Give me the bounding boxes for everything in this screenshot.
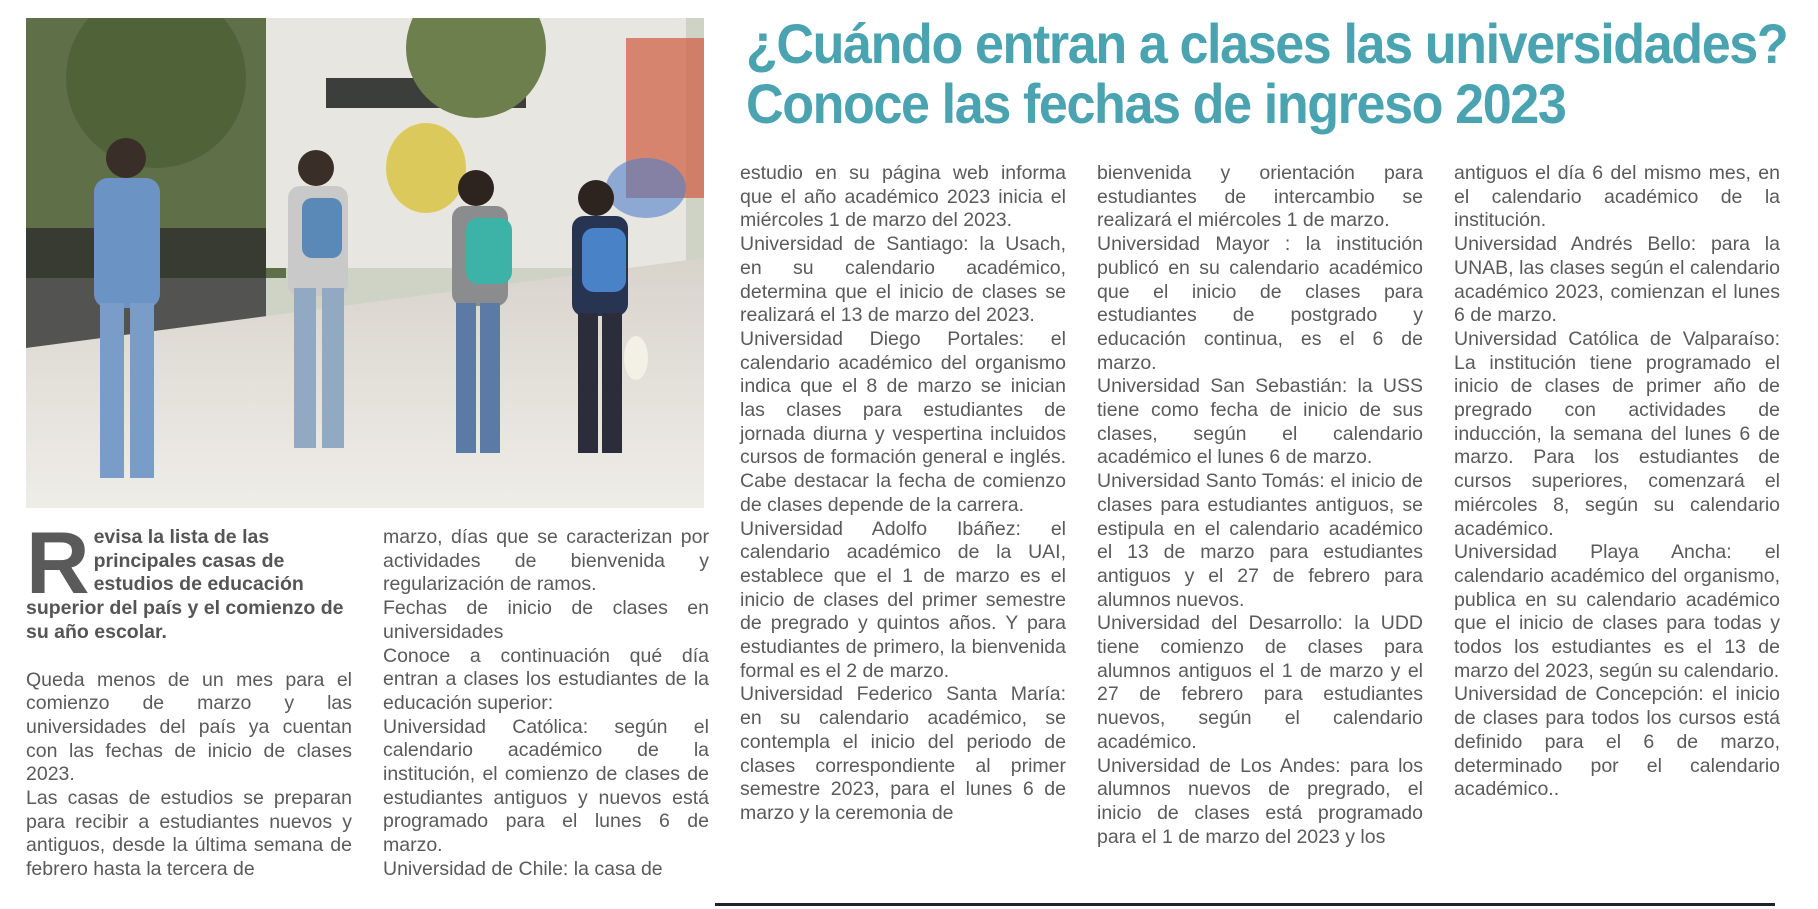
paragraph: Queda menos de un mes para el comienzo de marzo y las universidades del país ya cuentan con las fechas de inicio de clases 2023. xyxy=(26,668,352,786)
paragraph: Universidad Federico Santa María: en su calendario académico, se contempla el inicio del periodo de clases correspondiente al primer semestre 2023, para el lunes 6 de marzo y la ceremonia de xyxy=(740,683,1066,824)
paragraph: Universidad Diego Portales: el calendario académico del organismo indica que el 8 de marzo se inician las clases para estudiantes de jornada diurna y vespertina incluidos cursos de formación general e inglés. Cabe destacar la fecha de comienzo de clases depende de la carrera. xyxy=(740,327,1066,516)
paragraph: estudio en su página web informa que el año académico 2023 inicia el miércoles 1 de marzo del 2023. xyxy=(740,162,1066,232)
paragraph: Universidad de Los Andes: para los alumnos nuevos de pregrado, el inicio de clases está programado para el 1 de marzo del 2023 y los xyxy=(1097,754,1423,848)
bottom-divider xyxy=(715,903,1775,906)
article-column-2 xyxy=(383,526,709,882)
paragraph: Universidad Andrés Bello: para la UNAB, las clases según el calendario académico 2023, comienzan el lunes 6 de marzo. xyxy=(1454,233,1780,327)
article-column-3 xyxy=(740,162,1066,826)
paragraph: Universidad Católica de Valparaíso: La institución tiene programado el inicio de clases de primer año de pregrado con actividades de inducción, la semana del lunes 6 de marzo. Para los estudiantes de cursos superiores, comenzará el miércoles 8, según su calendario académico. xyxy=(1454,327,1780,540)
paragraph: Universidad Adolfo Ibáñez: el calendario académico de la UAI, establece que el 1 de marzo es el inicio de clases del primer semestre de pregrado y quintos años. Y para estudiantes de primero, la bienvenida formal es el 2 de marzo. xyxy=(740,517,1066,682)
paragraph: Universidad de Chile: la casa de xyxy=(383,857,663,880)
paragraph: Las casas de estudios se preparan para recibir a estudiantes nuevos y antiguos, desde la última semana de febrero hasta la tercera de xyxy=(26,787,352,881)
paragraph: Conoce a continuación qué día entran a clases los estudiantes de la educación superior: xyxy=(383,644,709,714)
article-column-1 xyxy=(26,513,352,882)
paragraph: bienvenida y orientación para estudiantes de intercambio se realizará el miércoles 1 de marzo. xyxy=(1097,162,1423,232)
paragraph: Universidad Católica: según el calendario académico de la institución, el comienzo de clases de estudiantes antiguos y nuevos está programado para el lunes 6 de marzo. xyxy=(383,715,709,857)
paragraph: marzo, días que se caracterizan por actividades de bienvenida y regularización de ramos. xyxy=(383,526,709,596)
paragraph: antiguos el día 6 del mismo mes, en el calendario académico de la institución. xyxy=(1454,162,1780,232)
headline-line-1: ¿Cuándo entran a clases las universidades? xyxy=(746,12,1788,75)
article-headline xyxy=(746,12,1788,135)
paragraph: Universidad Playa Ancha: el calendario académico del organismo, publica en su calendario académico que el inicio de clases para todas y todos los estudiantes es el 13 de marzo del 2023, según su calendario. xyxy=(1454,541,1780,682)
paragraph: Universidad del Desarrollo: la UDD tiene comienzo de clases para alumnos antiguos el 1 de marzo y el 27 de febrero para estudiantes nuevos, según el calendario académico. xyxy=(1097,612,1423,753)
lead-paragraph xyxy=(26,513,352,645)
paragraph: Universidad San Sebastián: la USS tiene como fecha de inicio de sus clases, según el calendario académico el lunes 6 de marzo. xyxy=(1097,375,1423,469)
paragraph: Universidad Santo Tomás: el inicio de clases para estudiantes antiguos, se estipula en el calendario académico el 13 de marzo para estudiantes antiguos y el 27 de febrero para alumnos nuevos. xyxy=(1097,470,1423,611)
paragraph: Universidad de Concepción: el inicio de clases para todos los cursos está definido para el 6 de marzo, determinado por el calendario académico.. xyxy=(1454,683,1780,801)
drop-cap: R xyxy=(26,513,90,612)
section-subheading: Fechas de inicio de clases en universidades xyxy=(383,597,709,643)
article-column-5 xyxy=(1454,162,1780,802)
headline-line-2: Conoce las fechas de ingreso 2023 xyxy=(746,72,1566,135)
article-photo xyxy=(26,18,704,508)
article-column-4 xyxy=(1097,162,1423,849)
paragraph: Universidad de Santiago: la Usach, en su calendario académico, determina que el inicio de clases se realizará el 13 de marzo del 2023. xyxy=(740,233,1066,327)
paragraph: Universidad Mayor : la institución publicó en su calendario académico que el inicio de clases para estudiantes de postgrado y educación continua, es el 6 de marzo. xyxy=(1097,233,1423,374)
lead-text: evisa la lista de las principales casas de estudios de educación superior del país y el comienzo de su año escolar. xyxy=(26,526,344,643)
students-walking-photo xyxy=(26,18,704,508)
